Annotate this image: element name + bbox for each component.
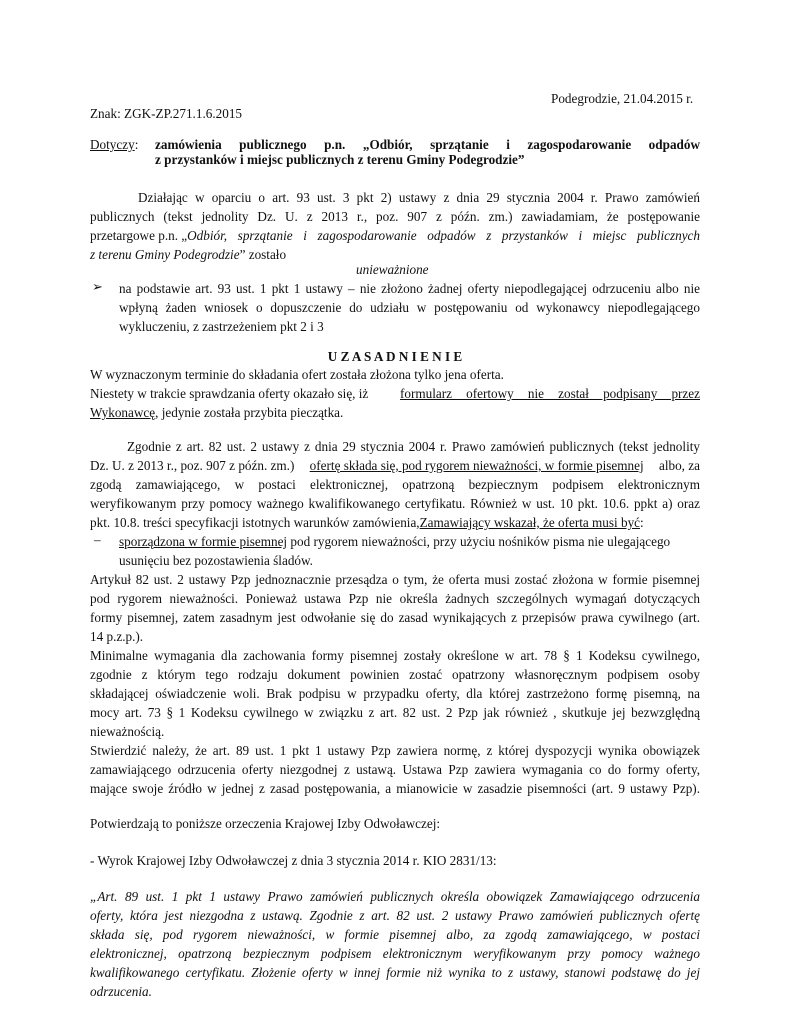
law-dash-line-1: sporządzona w formie pisemnej pod rygorem nieważności, przy użyciu nośników pisma nie ulegającego	[119, 534, 671, 549]
law-line-2: Dz. U. z 2013 r., poz. 907 z późn. zm.) ofertę składa się, pod rygorem nieważności, w formie pisemnej albo, za	[90, 458, 700, 473]
bullet-arrow-icon: ➢	[92, 279, 104, 294]
min-line-3: składającej oświadczenie woli. Brak podpisu w przypadku oferty, dla której zastrzeżono formę pisemną, na	[90, 686, 700, 701]
intro-line-4: z terenu Gminy Podegrodzie” zostało	[90, 247, 287, 262]
art82-line-4: 14 p.z.p.).	[90, 629, 144, 644]
ruling-line: - Wyrok Krajowej Izby Odwoławczej z dnia 3 stycznia 2014 r. KIO 2831/13:	[90, 853, 497, 868]
subject-line-1: Dotyczy: zamówienia publicznego p.n. „Odbiór, sprzątanie i zagospodarowanie odpadów	[90, 137, 700, 152]
quote-line-5: kwalifikowanego certyfikatu. Złożenie oferty w innej formie niż wynika to z ustawy, stanowi podstawę do jej	[90, 965, 700, 980]
confirm-line: Potwierdzają to poniższe orzeczenia Krajowej Izby Odwoławczej:	[90, 816, 441, 831]
quote-line-4: elektronicznej, opatrzoną bezpiecznym podpisem elektronicznym weryfikowanym przy pomocy ważnego	[90, 946, 700, 961]
intro-line-3: przetargowe p.n. „ Odbiór, sprzątanie i zagospodarowanie odpadów z przystanków i miejsc publicznych	[90, 228, 700, 243]
quote-line-6: odrzucenia.	[90, 984, 152, 999]
justification-line-2: Niestety w trakcie sprawdzania oferty okazało się, iż formularz ofertowy nie został podpisany przez	[90, 386, 700, 401]
law-line-3: zgodą zamawiającego, w postaci elektronicznej, opatrzoną bezpiecznym podpisem elektronicznym	[90, 477, 700, 492]
dash-bullet-icon: –	[94, 532, 101, 547]
min-line-1: Minimalne wymagania dla zachowania formy pisemnej zostały określone w art. 78 § 1 Kodeksu cywilnego,	[90, 648, 700, 663]
intro-line-1: Działając w oparciu o art. 93 ust. 3 pkt 2) ustawy z dnia 29 stycznia 2004 r. Prawo zamówień	[138, 190, 700, 205]
justification-line-1: W wyznaczonym terminie do składania ofert została złożona tylko jena oferta.	[90, 367, 504, 382]
art82-line-3: formy pisemnej, zatem zasadnym jest odwołanie się do zasad wynikających z przepisów prawa cywilnego (art.	[90, 610, 700, 625]
art82-line-2: pod rygorem nieważności. Ponieważ ustawa Pzp nie określa żadnych szczególnych wymagań dotyczących	[90, 591, 700, 606]
stw-line-2: zamawiającego odrzucenia oferty niezgodnej z ustawą. Ustawa Pzp zawiera wymagania co do formy oferty,	[90, 762, 700, 777]
law-line-1: Zgodnie z art. 82 ust. 2 ustawy z dnia 29 stycznia 2004 r. Prawo zamówień publicznych (tekst jednolity	[127, 439, 700, 454]
bullet-line-1: na podstawie art. 93 ust. 1 pkt 1 ustawy – nie złożono żadnej oferty niepodlegającej odrzuceniu albo nie	[119, 281, 700, 296]
min-line-2: zgodnie z którym tego rodzaju dokument powinien zostać opatrzony własnoręcznym podpisem osoby	[90, 667, 700, 682]
intro-line-2: publicznych (tekst jednolity Dz. U. z 2013 r., poz. 907 z późn. zm.) zawiadamiam, że postępowanie	[90, 209, 700, 224]
quote-line-3: składa się, pod rygorem nieważności, w formie pisemnej albo, za zgodą zamawiającego, w postaci	[90, 927, 700, 942]
subject-title-2: z przystanków i miejsc publicznych z terenu Gminy Podegrodzie”	[155, 152, 525, 167]
subject-label: Dotyczy	[90, 137, 135, 152]
law-dash-line-2: usunięciu bez pozostawienia śladów.	[119, 553, 313, 568]
quote-line-1: „Art. 89 ust. 1 pkt 1 ustawy Prawo zamówień publicznych określa obowiązek Zamawiającego odrzucenia	[90, 889, 700, 904]
subject-title-1: zamówienia publicznego p.n. „Odbiór, sprzątanie i zagospodarowanie odpadów	[155, 137, 700, 152]
art82-line-1: Artykuł 82 ust. 2 ustawy Pzp jednoznacznie przesądza o tym, że oferta musi zostać złożona w formie pisemnej	[90, 572, 700, 587]
bullet-line-3: wykluczeniu, z zastrzeżeniem pkt 2 i 3	[119, 319, 324, 334]
stw-line-1: Stwierdzić należy, że art. 89 ust. 1 pkt 1 ustawy Pzp zawiera normę, z której dyspozycji wynika obowiązek	[90, 743, 700, 758]
stw-line-3: mające swoje źródło w jednej z zasad postępowania, a mianowicie w zasadzie pisemności (art. 9 ustawy Pzp).	[90, 781, 700, 796]
justification-heading: U Z A S A D N I E N I E	[327, 349, 463, 364]
place-date: Podegrodzie, 21.04.2015 r.	[551, 91, 694, 106]
reference-number: Znak: ZGK-ZP.271.1.6.2015	[90, 106, 243, 121]
quote-line-2: oferty, która jest niezgodna z ustawą. Zgodnie z art. 82 ust. 2 ustawy Prawo zamówień publicznych ofertę	[90, 908, 700, 923]
law-line-4: weryfikowanym przy pomocy ważnego kwalifikowanego certyfikatu. Również w ust. 10 pkt. 10.6. ppkt a) oraz	[90, 496, 700, 511]
annulled-word: unieważnione	[356, 262, 429, 277]
min-line-5: nieważnością.	[90, 724, 165, 739]
min-line-4: mocy art. 73 § 1 Kodeksu cywilnego w związku z art. 82 ust. 2 Pzp jak również , skutkuje jej bezwzględną	[90, 705, 700, 720]
justification-line-3: Wykonawcę, jedynie została przybita pieczątka.	[90, 405, 344, 420]
bullet-line-2: wpłyną żaden wniosek o dopuszczenie do udziału w postępowaniu od wykonawcy niepodlegającego	[119, 300, 700, 315]
law-line-5: pkt. 10.8. treści specyfikacji istotnych warunków zamówienia, Zamawiający wskazał, że oferta musi być :	[90, 515, 644, 530]
